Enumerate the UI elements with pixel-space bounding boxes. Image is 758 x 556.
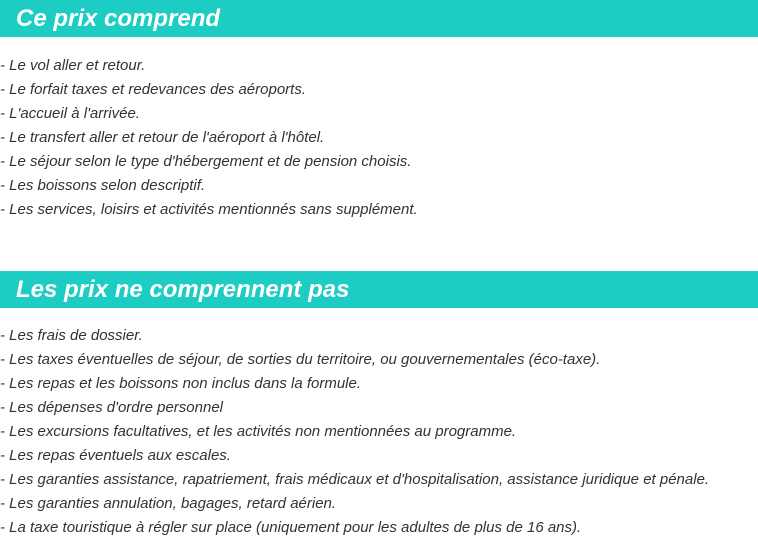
list-item: - Les boissons selon descriptif. [0, 177, 206, 194]
list-item: - Le séjour selon le type d'hébergement et de pension choisis. [0, 153, 412, 170]
list-item: - Les services, loisirs et activités mentionnés sans supplément. [0, 201, 418, 218]
list-item: - Les excursions facultatives, et les activités non mentionnées au programme. [0, 423, 517, 440]
list-item: - Le transfert aller et retour de l'aéroport à l'hôtel. [0, 129, 325, 146]
list-item: - La taxe touristique à régler sur place (uniquement pour les adultes de plus de 16 ans). [0, 519, 582, 536]
list-item: - Les taxes éventuelles de séjour, de sorties du territoire, ou gouvernementales (éco-taxe). [0, 351, 601, 368]
list-item: - Les repas et les boissons non inclus dans la formule. [0, 375, 362, 392]
list-item: - Les dépenses d'ordre personnel [0, 399, 224, 416]
list-item: - Le vol aller et retour. [0, 57, 146, 74]
list-item: - Les frais de dossier. [0, 327, 143, 344]
list-item: - Les garanties assistance, rapatriement, frais médicaux et d'hospitalisation, assistance juridique et pénale. [0, 471, 710, 488]
not-included-list [0, 324, 758, 540]
list-item: - L'accueil à l'arrivée. [0, 105, 140, 122]
included-list [0, 54, 758, 222]
list-item: - Les garanties annulation, bagages, retard aérien. [0, 495, 337, 512]
list-item: - Les repas éventuels aux escales. [0, 447, 231, 464]
not-included-section-title: Les prix ne comprennent pas [0, 271, 758, 308]
included-section-title: Ce prix comprend [0, 0, 758, 37]
list-item: - Le forfait taxes et redevances des aéroports. [0, 81, 306, 98]
